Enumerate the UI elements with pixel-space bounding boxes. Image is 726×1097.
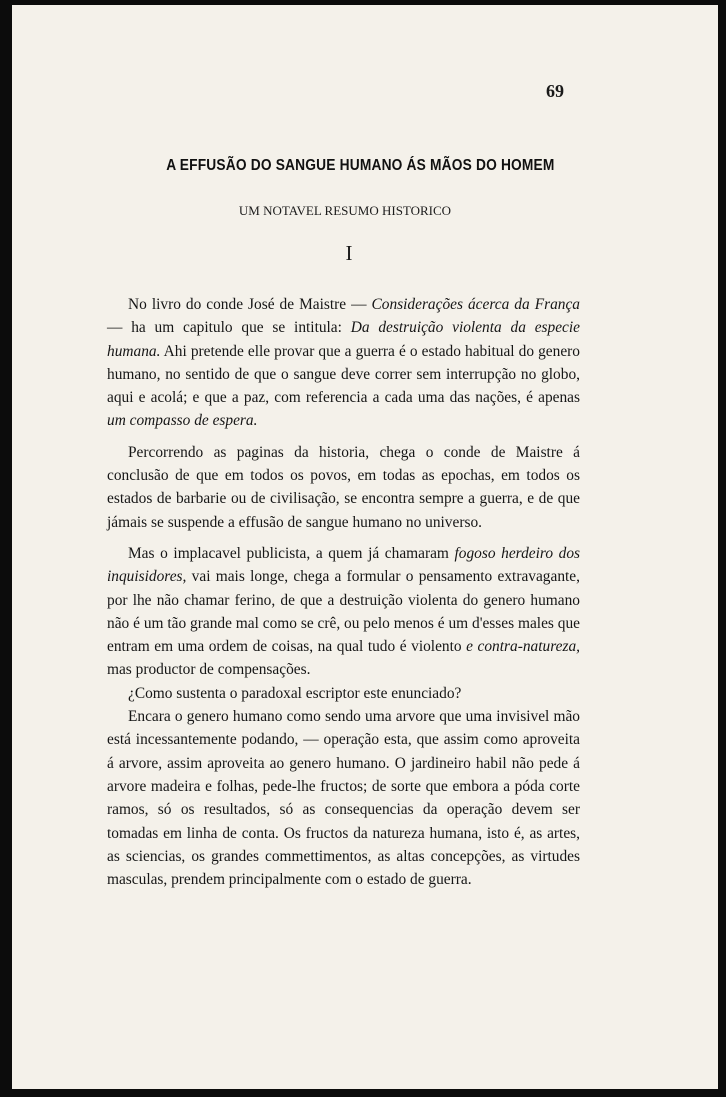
chapter-title: A EFFUSÃO DO SANGUE HUMANO ÁS MÃOS DO HOMEM [166,157,555,174]
p4-seg-0: ¿Como sustenta o paradoxal escriptor este enunciado? [128,684,462,702]
p3-seg-1: fogoso herdeiro dos inquisidores, [107,544,581,586]
page-number: 69 [546,81,564,101]
p3-seg-4: mas productor de compensações. [107,661,311,679]
chapter-subtitle: UM NOTAVEL RESUMO HISTORICO [238,203,452,218]
paragraph-3 [107,542,580,682]
paragraph-5 [107,705,580,891]
paragraph-1 [107,293,580,433]
p1-seg-4: Ahi pretende elle provar que a guerra é o estado habitual do genero humano, no sentido de que o sangue deve correr sem interrupção no globo, aqui e acolá; e que a paz, com referencia a cada uma das nações, é apenas [107,342,580,407]
p1-seg-1: Considerações ácerca da França [371,296,580,313]
section-numeral: I [345,241,353,265]
p3-seg-3: e contra-natureza, [466,638,580,656]
paragraph-4 [107,682,580,705]
p3-seg-2: vai mais longe, chega a formular o pensamento extravagante, por lhe não chamar ferino, de que a destruição violenta do genero humano não é um tão grande mal como se crê, ou pelo menos é um d'esses males que entram em uma ordem de coisas, na qual tudo é violento [107,568,580,656]
p1-seg-2: — ha um capitulo que se intitula: [107,319,351,337]
p5-seg-0: Encara o genero humano como sendo uma arvore que uma invisivel mão está incessantemente podando, — operação esta, que assim como aproveita á arvore, assim aproveita ao genero humano. O jardineiro habil não pede á arvore madeira e folhas, pede-lhe fructos; de sorte que embora a póda corte ramos, só os resultados, só as consequencias da operação devem ser tomadas em linha de conta. Os fructos da natureza humana, isto é, as artes, as sciencias, os grandes commettimentos, as altas concepções, as virtudes masculas, prendem principalmente com o estado de guerra. [107,708,580,889]
p1-seg-3: Da destruição violenta da especie humana. [107,319,580,360]
p2-seg-0: Percorrendo as paginas da historia, chega o conde de Maistre á conclusão de que em todos os povos, em todas as epochas, em todos os estados de barbarie ou de civilisação, se encontra sempre a guerra, e de que jámais se suspende a effusão de sangue humano no universo. [107,443,580,531]
p1-seg-5: um compasso de espera. [107,412,258,430]
body-text [107,285,580,891]
p1-seg-0: No livro do conde José de Maistre — [128,296,372,313]
book-page [12,5,718,1089]
p3-seg-0: Mas o implacavel publicista, a quem já chamaram [128,544,455,562]
paragraph-2 [107,441,580,534]
